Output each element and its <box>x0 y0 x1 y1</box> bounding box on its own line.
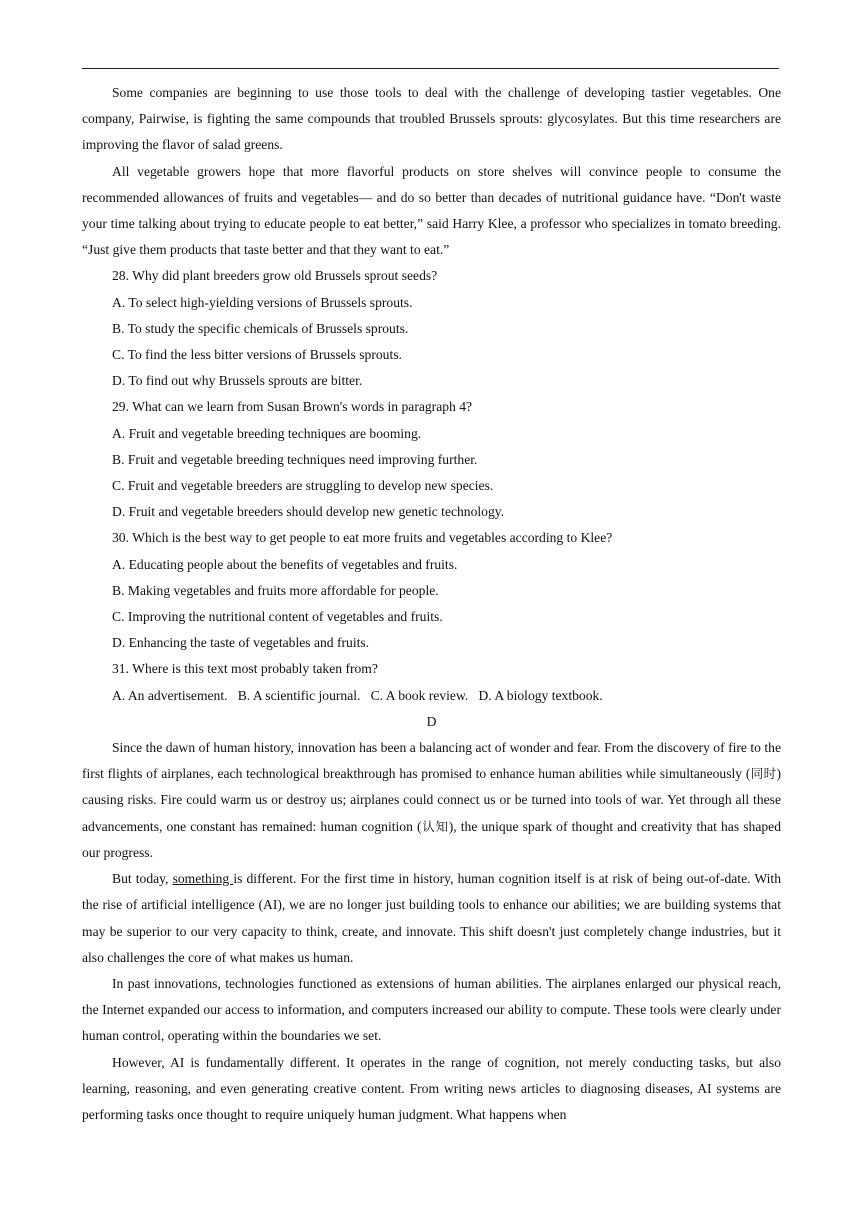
paragraph-text: ) causing risks. Fire could warm us or destroy us; airplanes could connect us or be turned into tools of war. Yet through all these advancements, one constant has remained: human cognition ( <box>82 766 781 834</box>
paragraph-text: is different. For the first time in history, human cognition itself is at risk of being out-of-date. With the rise of artificial intelligence (AI), we are no longer just building tools to enhance our abilities; we are building systems that may be superior to our very capacity to think, create, and innovate. This shift doesn't just completely change industries, but it also challenges the core of what makes us human. <box>82 871 782 965</box>
question-30-option-b: B. Making vegetables and fruits more affordable for people. <box>112 582 439 598</box>
paragraph: All vegetable growers hope that more flavorful products on store shelves will convince people to consume the recommended allowances of fruits and vegetables— and do so better than decades of nutritional guidance have. “Don't waste your time talking about trying to educate people to eat better,” said Harry Klee, a professor who specializes in tomato breeding. “Just give them products that taste better and that they want to eat.” <box>82 163 781 258</box>
paragraph-text: Since the dawn of human history, innovation has been a balancing act of wonder and fear. From the discovery of fire to the first flights of airplanes, each technological breakthrough has promised to enhance human abilities while simultaneously ( <box>82 740 781 782</box>
question-29-stem: 29. What can we learn from Susan Brown's words in paragraph 4? <box>112 399 473 415</box>
page-content <box>82 80 781 1128</box>
question-31-stem: 31. Where is this text most probably taken from? <box>112 661 378 677</box>
question-29-option-d: D. Fruit and vegetable breeders should develop new genetic technology. <box>112 504 505 520</box>
question-30-stem: 30. Which is the best way to get people to eat more fruits and vegetables according to Klee? <box>112 530 613 546</box>
paragraph <box>82 866 781 971</box>
question-30-option-a: A. Educating people about the benefits of vegetables and fruits. <box>112 556 458 572</box>
underlined-word: something <box>172 871 234 887</box>
question-29-option-c: C. Fruit and vegetable breeders are struggling to develop new species. <box>112 478 494 494</box>
section-heading: D <box>426 713 437 729</box>
chinese-gloss: 同时 <box>750 766 777 782</box>
question-28-option-a: A. To select high-yielding versions of Brussels sprouts. <box>112 294 413 310</box>
question-28-option-b: B. To study the specific chemicals of Brussels sprouts. <box>112 320 409 336</box>
question-28-option-d: D. To find out why Brussels sprouts are bitter. <box>112 373 363 389</box>
paragraph <box>82 735 781 866</box>
question-29-option-a: A. Fruit and vegetable breeding techniques are booming. <box>112 425 422 441</box>
question-30-option-c: C. Improving the nutritional content of vegetables and fruits. <box>112 609 443 625</box>
paragraph: In past innovations, technologies functioned as extensions of human abilities. The airplanes enlarged our physical reach, the Internet expanded our access to information, and computers increased our ability to compute. These tools were clearly under human control, operating within the boundaries we set. <box>82 975 781 1044</box>
question-30-option-d: D. Enhancing the taste of vegetables and fruits. <box>112 635 370 651</box>
question-28-option-c: C. To find the less bitter versions of Brussels sprouts. <box>112 347 402 363</box>
chinese-gloss: 认知 <box>421 818 449 834</box>
paragraph-text: But today, <box>112 871 173 887</box>
question-31-options: A. An advertisement. B. A scientific journal. C. A book review. D. A biology textbook. <box>112 687 603 703</box>
paragraph: However, AI is fundamentally different. It operates in the range of cognition, not merely conducting tasks, but also learning, reasoning, and even generating creative content. From writing news articles to diagnosing diseases, AI systems are performing tasks once thought to require uniquely human judgment. What happens when <box>82 1054 781 1122</box>
paragraph-text: ), the unique spark of thought and creativity that has shaped our progress. <box>82 818 781 860</box>
paragraph: Some companies are beginning to use those tools to deal with the challenge of developing tastier vegetables. One company, Pairwise, is fighting the same compounds that troubled Brussels sprouts: glycosylates. But this time researchers are improving the flavor of salad greens. <box>82 85 781 153</box>
header-rule <box>82 68 779 69</box>
question-28-stem: 28. Why did plant breeders grow old Brussels sprout seeds? <box>112 268 438 284</box>
question-29-option-b: B. Fruit and vegetable breeding techniques need improving further. <box>112 451 478 467</box>
